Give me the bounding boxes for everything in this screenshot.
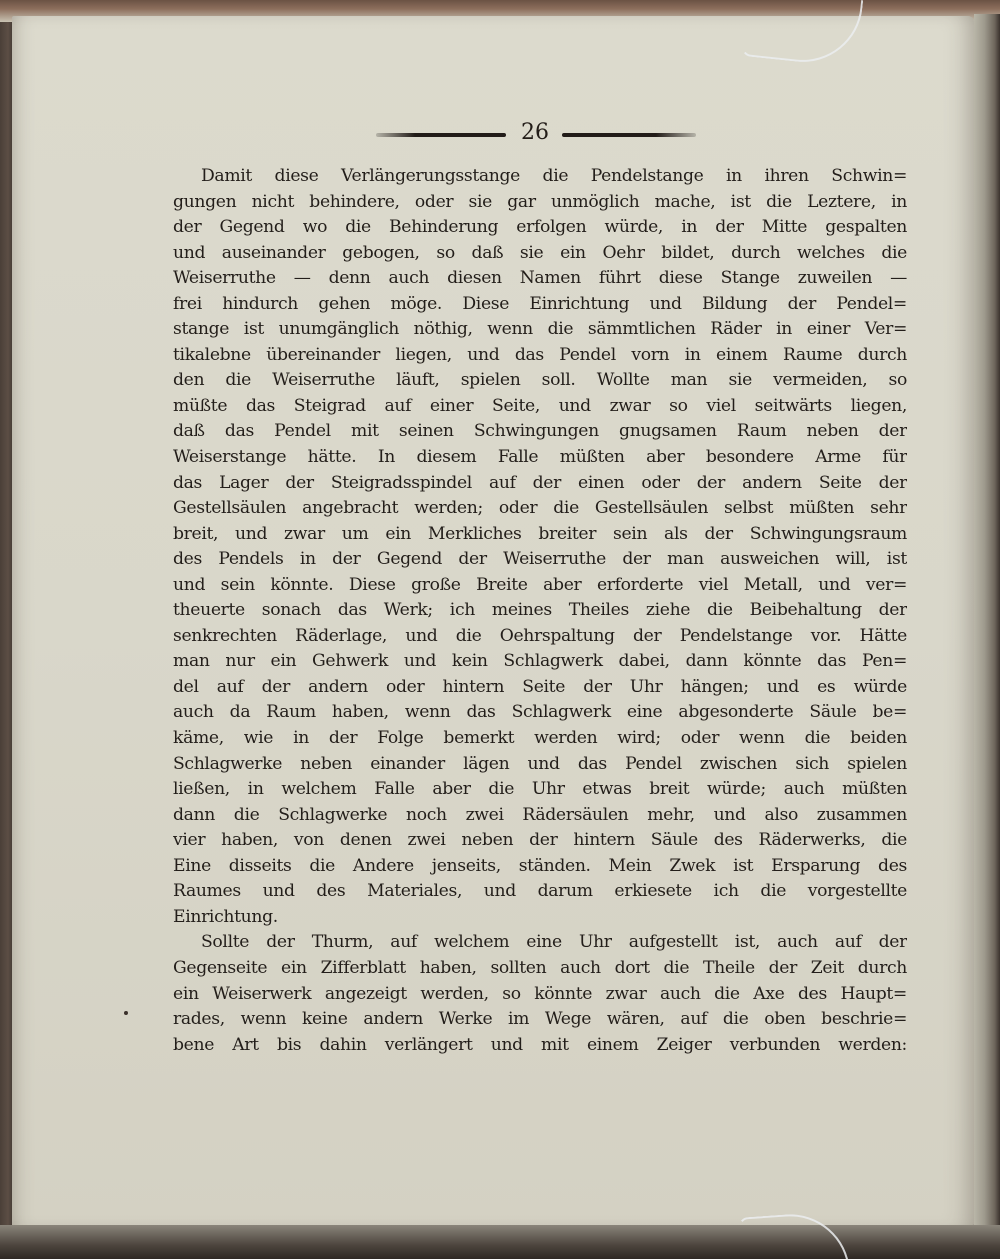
text-line: auch da Raum haben, wenn das Schlagwerk eine abgesonderte Säule be=	[173, 702, 907, 723]
text-line: ein Weiserwerk angezeigt werden, so könnte zwar auch die Axe des Haupt=	[173, 983, 907, 1004]
text-line: Raumes und des Materiales, und darum erkiesete ich die vorgestellte	[173, 881, 907, 902]
text-line: frei hindurch gehen möge. Diese Einrichtung und Bildung der Pendel=	[173, 293, 907, 314]
text-line: und auseinander gebogen, so daß sie ein Oehr bildet, durch welches die	[173, 242, 907, 263]
header-rule-right	[562, 133, 696, 137]
text-line: Gegenseite ein Zifferblatt haben, sollten auch dort die Theile der Zeit durch	[173, 957, 907, 978]
ink-speck	[124, 1011, 128, 1015]
text-line: Weiserruthe — denn auch diesen Namen führt diese Stange zuweilen —	[173, 268, 907, 289]
header-rule-left	[376, 133, 506, 137]
text-line: und sein könnte. Diese große Breite aber erforderte viel Metall, und ver=	[173, 574, 907, 595]
book-bottom-edge	[0, 1225, 1000, 1259]
text-line: rades, wenn keine andern Werke im Wege wären, auf die oben beschrie=	[173, 1009, 907, 1030]
text-line: des Pendels in der Gegend der Weiserruthe der man ausweichen will, ist	[173, 549, 907, 570]
text-line: käme, wie in der Folge bemerkt werden wird; oder wenn die beiden	[173, 728, 907, 749]
text-line: der Gegend wo die Behinderung erfolgen würde, in der Mitte gespalten	[173, 217, 907, 238]
text-line: Damit diese Verlängerungsstange die Pendelstange in ihren Schwin=	[201, 166, 907, 186]
text-line: Eine disseits die Andere jenseits, ständen. Mein Zwek ist Ersparung des	[173, 855, 907, 876]
text-line: müßte das Steigrad auf einer Seite, und zwar so viel seitwärts liegen,	[173, 395, 907, 416]
text-line: Schlagwerke neben einander lägen und das Pendel zwischen sich spielen	[173, 753, 907, 774]
text-line: dann die Schlagwerke noch zwei Rädersäulen mehr, und also zusammen	[173, 804, 907, 825]
text-line: senkrechten Räderlage, und die Oehrspaltung der Pendelstange vor. Hätte	[173, 625, 907, 646]
book-fore-edge	[974, 14, 1000, 1230]
text-line: den die Weiserruthe läuft, spielen soll. Wollte man sie vermeiden, so	[173, 370, 907, 391]
text-line: das Lager der Steigradsspindel auf der einen oder der andern Seite der	[173, 472, 907, 493]
body-text	[173, 164, 907, 1058]
page-header	[376, 120, 696, 150]
text-line: gungen nicht behindere, oder sie gar unmöglich mache, ist die Leztere, in	[173, 191, 907, 212]
text-line: ließen, in welchem Falle aber die Uhr etwas breit würde; auch müßten	[173, 779, 907, 800]
text-line: Gestellsäulen angebracht werden; oder die Gestellsäulen selbst müßten sehr	[173, 498, 907, 519]
text-line: bene Art bis dahin verlängert und mit einem Zeiger verbunden werden:	[173, 1034, 907, 1055]
text-line: theuerte sonach das Werk; ich meines Theiles ziehe die Beibehaltung der	[173, 600, 907, 621]
text-line: man nur ein Gehwerk und kein Schlagwerk dabei, dann könnte das Pen=	[173, 651, 907, 672]
text-line: tikalebne übereinander liegen, und das Pendel vorn in einem Raume durch	[173, 344, 907, 365]
text-line: daß das Pendel mit seinen Schwingungen gnugsamen Raum neben der	[173, 421, 907, 442]
text-line: del auf der andern oder hintern Seite der Uhr hängen; und es würde	[173, 676, 907, 697]
text-line: breit, und zwar um ein Merkliches breiter sein als der Schwingungsraum	[173, 523, 907, 544]
text-line: vier haben, von denen zwei neben der hintern Säule des Räderwerks, die	[173, 830, 907, 851]
text-line: Weiserstange hätte. In diesem Falle müßten aber besondere Arme für	[173, 447, 907, 468]
text-line: Sollte der Thurm, auf welchem eine Uhr aufgestellt ist, auch auf der	[201, 932, 907, 953]
text-line: stange ist unumgänglich nöthig, wenn die sämmtlichen Räder in einer Ver=	[173, 319, 907, 340]
text-line: Einrichtung.	[173, 906, 278, 927]
page-number: 26	[521, 120, 549, 145]
